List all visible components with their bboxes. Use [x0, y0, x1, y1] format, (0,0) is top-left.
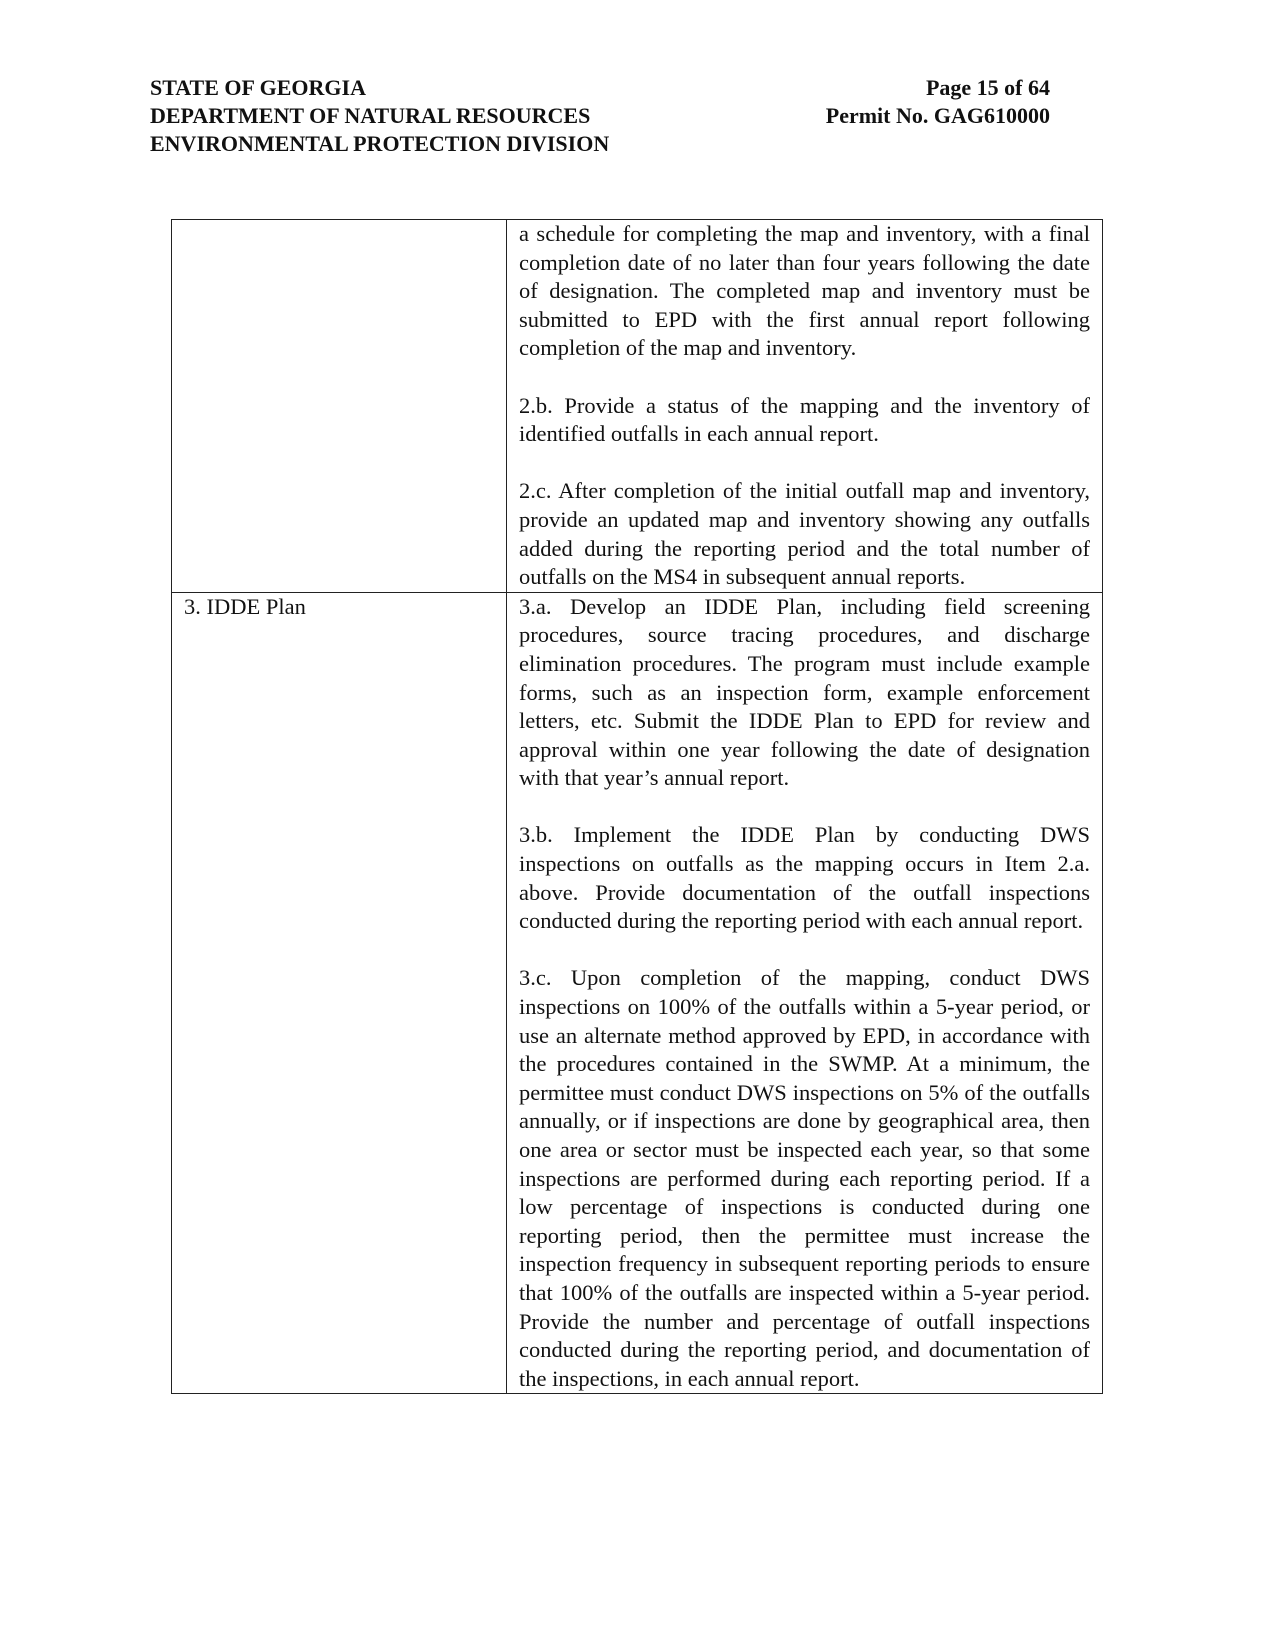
- requirement-label: 3. IDDE Plan: [172, 592, 507, 1394]
- table-row: [172, 592, 1103, 1394]
- page-info-block: [826, 74, 1050, 130]
- requirements-table: [171, 219, 1103, 1394]
- paragraph-2c: 2.c. After completion of the initial outfall map and inventory, provide an updated map and inventory showing any outfalls added during the reporting period and the total number of outfalls on the MS4 in subsequent annual reports.: [519, 478, 1090, 590]
- requirement-details: [507, 592, 1103, 1394]
- requirement-details: [507, 220, 1103, 593]
- paragraph-2b: 2.b. Provide a status of the mapping and the inventory of identified outfalls in each annual report.: [519, 392, 1090, 447]
- paragraph-3b: 3.b. Implement the IDDE Plan by conducting DWS inspections on outfalls as the mapping occurs in Item 2.a. above. Provide documentation of the outfall inspections conducted during the reporting period with each annual report.: [519, 822, 1090, 934]
- paragraph-3c: 3.c. Upon completion of the mapping, conduct DWS inspections on 100% of the outfalls within a 5-year period, or use an alternate method approved by EPD, in accordance with the procedures contained in the SWMP. At a minimum, the permittee must conduct DWS inspections on 5% of the outfalls annually, or if inspections are done by geographical area, then one area or sector must be inspected each year, so that some inspections are performed during each reporting period. If a low percentage of inspections is conducted during one reporting period, then the permittee must increase the inspection frequency in subsequent reporting periods to ensure that 100% of the outfalls are inspected within a 5-year period. Provide the number and percentage of outfall inspections conducted during the reporting period, and documentation of the inspections, in each annual report.: [519, 965, 1090, 1391]
- table-row: [172, 220, 1103, 593]
- department-name: DEPARTMENT OF NATURAL RESOURCES: [150, 103, 591, 128]
- paragraph-2a-continued: a schedule for completing the map and inventory, with a final completion date of no later than four years following the date of designation. The completed map and inventory must be submitted to EPD with the first annual report following completion of the map and inventory.: [519, 221, 1090, 361]
- permit-number: Permit No. GAG610000: [825, 103, 1050, 128]
- paragraph-3a: 3.a. Develop an IDDE Plan, including field screening procedures, source tracing procedures, and discharge elimination procedures. The program must include example forms, such as an inspection form, example enforcement letters, etc. Submit the IDDE Plan to EPD for review and approval within one year following the date of designation with that year’s annual report.: [519, 593, 1090, 791]
- page-number: Page 15 of 64: [925, 75, 1050, 100]
- division-name: ENVIRONMENTAL PROTECTION DIVISION: [150, 131, 610, 156]
- agency-block: [150, 74, 609, 158]
- state-name: STATE OF GEORGIA: [150, 75, 366, 100]
- requirement-label: [172, 220, 507, 593]
